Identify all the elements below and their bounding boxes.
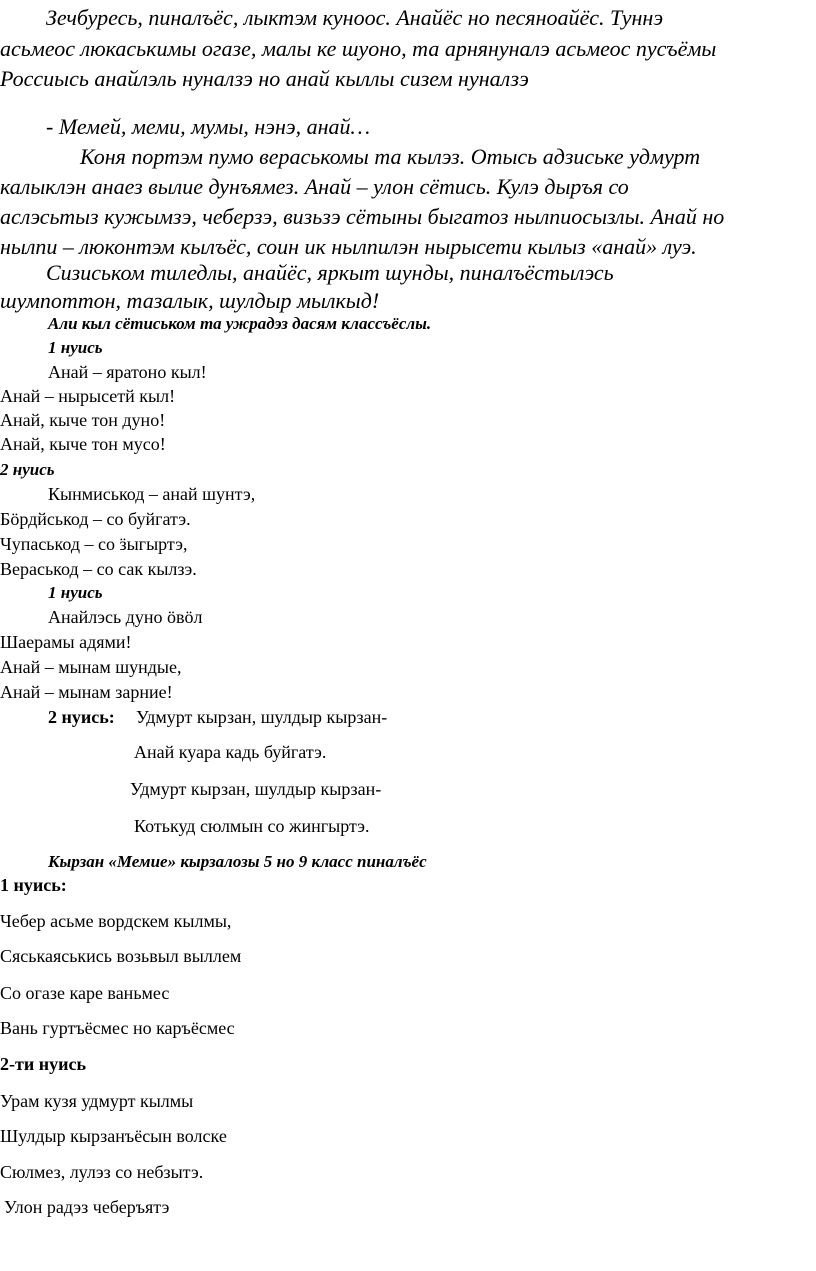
speech-line-1: - Мемей, меми, мумы, нэнэ, анай… — [46, 114, 371, 139]
verse-line: Улон радэз чеберъятэ — [4, 1197, 170, 1217]
reader-1-label: 1 нуись: — [0, 875, 67, 895]
section-1-heading: Али кыл сётиськом та ужрадэз дасям классъёслы. — [48, 314, 432, 333]
speech-line-5: нылпи – люконтэм кылъёс, соин ик нылпилэн нырысети кылыз «анай» луэ. — [0, 234, 697, 259]
verse-line: Котькуд сюлмын со жингыртэ. — [134, 816, 370, 836]
verse-line: Анай, кыче тон мусо! — [0, 434, 166, 454]
verse-line: Удмурт кырзан, шулдыр кырзан- — [136, 707, 388, 727]
reader-2-label: 2 нуись — [0, 460, 55, 479]
speech-line-6: Сизиськом тиледлы, анайёс, яркыт шунды, пиналъёстылэсь — [46, 260, 614, 285]
intro-line-3: Россиысь анайлэль нуналзэ но анай кыллы сизем нуналзэ — [0, 66, 529, 91]
verse-line: Вань гуртъёсмес но каръёсмес — [0, 1018, 235, 1038]
verse-line: Со огазе каре ваньмес — [0, 983, 170, 1003]
verse-line: Анай – мынам шундые, — [0, 657, 182, 677]
verse-line: Анай, кыче тон дуно! — [0, 410, 166, 430]
intro-line-2: асьмеос люкаськимы огазе, малы ке шуоно, та арнянуналэ асьмеос пусъёмы — [0, 36, 717, 61]
speech-line-7: шумпоттон, тазалык, шулдыр мылкыд! — [0, 288, 380, 313]
verse-line: Сяськаяськись возьвыл выллем — [0, 946, 242, 966]
section-2-heading: Кырзан «Мемие» кырзалозы 5 но 9 класс пиналъёс — [48, 852, 427, 871]
verse-line: Шулдыр кырзанъёсын волске — [0, 1126, 227, 1146]
speech-line-4: аслэсьтыз кужымзэ, чеберзэ, визьзэ сётыны быгатоз нылпиосызлы. Анай но — [0, 204, 725, 229]
reader-1-label: 1 нуись — [48, 338, 103, 357]
verse-line: Шаерамы адями! — [0, 632, 132, 652]
verse-line: Урам кузя удмурт кылмы — [0, 1091, 194, 1111]
speech-line-3: калыклэн анаез вылие дунъямез. Анай – улон сётись. Кулэ дыръя со — [0, 174, 629, 199]
verse-line: Анай куара кадь буйгатэ. — [134, 742, 327, 762]
verse-line: Чебер асьме вордскем кылмы, — [0, 911, 232, 931]
verse-line: Анай – мынам зарние! — [0, 682, 173, 702]
verse-line: Вераськод – со сак кылзэ. — [0, 559, 197, 579]
verse-line: Сюлмез, лулэз со небзытэ. — [0, 1162, 204, 1182]
verse-line: Чупаськод – со ӟыгыртэ, — [0, 534, 188, 554]
verse-line: Бöрдйськод – со буйгатэ. — [0, 509, 191, 529]
verse-line: Удмурт кырзан, шулдыр кырзан- — [130, 779, 382, 799]
verse-line: Анай – нырысетй кыл! — [0, 386, 176, 406]
intro-line-1: Зечбуресь, пиналъёс, лыктэм куноос. Анайёс но песяноайёс. Туннэ — [46, 5, 664, 30]
reader-1-label: 1 нуись — [48, 583, 103, 602]
reader-2-label: 2-ти нуись — [0, 1054, 86, 1074]
verse-line: Кынмиськод – анай шунтэ, — [48, 484, 256, 504]
reader-2-label: 2 нуись: — [48, 707, 115, 727]
verse-line: Анай – яратоно кыл! — [48, 362, 207, 382]
verse-line: Анайлэсь дуно öвöл — [48, 607, 203, 627]
speech-line-2: Коня портэм пумо вераськомы та кылэз. Отысь адзиське удмурт — [80, 144, 701, 169]
